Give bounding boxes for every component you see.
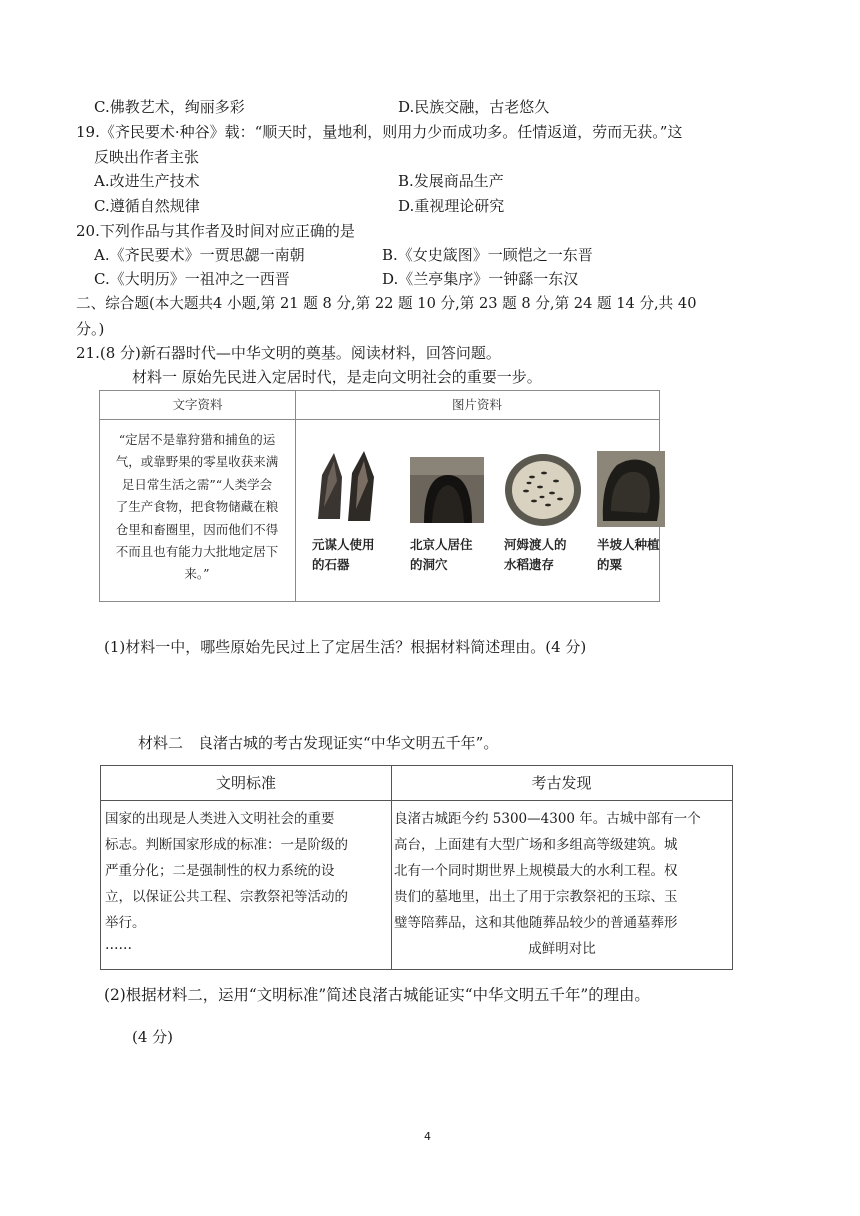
- quote-line: 仓里和畜圈里，因而他们不得: [115, 521, 279, 537]
- caption-line: 半坡人种植: [597, 537, 660, 552]
- millet-image: [597, 451, 665, 527]
- table2-standard-text: [105, 806, 389, 954]
- section2-heading-line2: 分。): [76, 320, 105, 338]
- text-line: 严重分化；二是强制性的权力系统的设: [105, 863, 335, 879]
- q19-stem-line1: 19.《齐民要术·种谷》载：“顺天时，量地利，则用力少而成功多。任情返道，劳而无获。”这: [76, 123, 683, 141]
- q20-option-a: A.《齐民要术》一贾思勰一南朝: [94, 246, 305, 264]
- quote-line: 足日常生活之需”“人类学会: [121, 476, 273, 492]
- picture-peking-man-cave: [410, 457, 484, 572]
- q18-option-c: C.佛教艺术，绚丽多彩: [94, 98, 245, 116]
- caption-line: 的洞穴: [410, 557, 448, 572]
- q21-sub1: (1)材料一中，哪些原始先民过上了定居生活？根据材料简述理由。(4 分): [104, 638, 587, 656]
- q20-stem: 20.下列作品与其作者及时间对应正确的是: [76, 222, 355, 240]
- caption-line: 的粟: [597, 557, 623, 572]
- q21-sub2-score: (4 分): [132, 1028, 174, 1046]
- q19-option-d: D.重视理论研究: [398, 197, 505, 215]
- text-line: 良渚古城距今约 5300—4300 年。古城中部有一个: [394, 811, 701, 827]
- text-line: 成鲜明对比: [528, 941, 596, 957]
- q19-option-c: C.遵循自然规律: [94, 197, 200, 215]
- q20-option-c: C.《大明历》一祖冲之一西晋: [94, 270, 290, 288]
- text-line: 璧等陪葬品，这和其他随葬品较少的普通墓葬形: [394, 915, 678, 931]
- text-line: 举行。: [105, 915, 146, 931]
- quote-line: 来。”: [184, 566, 210, 582]
- picture-banpo-millet: [597, 451, 665, 572]
- material1-title: 材料一 原始先民进入定居时代，是走向文明社会的重要一步。: [132, 368, 542, 386]
- material2-title: 材料二 良渚古城的考古发现证实“中华文明五千年”。: [138, 734, 499, 752]
- table1-header-pictures: 图片资料: [295, 391, 659, 420]
- text-line: 贵们的墓地里，出土了用于宗教祭祀的玉琮、玉: [394, 889, 678, 905]
- q20-option-d: D.《兰亭集序》一钟繇一东汉: [382, 270, 579, 288]
- table1-quote: [104, 429, 290, 586]
- caption-line: 元谋人使用: [312, 537, 375, 552]
- q19-option-a: A.改进生产技术: [94, 172, 200, 190]
- caption-line: 水稻遗存: [504, 557, 555, 572]
- picture-hemudu-rice: [504, 453, 582, 572]
- table2-header-standard: 文明标准: [215, 774, 276, 792]
- text-line: 北有一个同时期世界上规模最大的水利工程。权: [394, 863, 678, 879]
- text-line: 高台，上面建有大型广场和多组高等级建筑。城: [394, 837, 678, 853]
- q21-sub2: (2)根据材料二，运用“文明标准”简述良渚古城能证实“中华文明五千年”的理由。: [104, 986, 650, 1004]
- cave-image: [410, 457, 484, 523]
- material1-table: [99, 390, 660, 602]
- q20-option-b: B.《女史箴图》一顾恺之一东晋: [382, 246, 593, 264]
- table1-header-text: 文字资料: [100, 391, 295, 420]
- q18-option-d: D.民族交融，古老悠久: [398, 98, 550, 116]
- q19-option-b: B.发展商品生产: [398, 172, 504, 190]
- table2-divider: [391, 766, 392, 969]
- rice-remains-image: [504, 453, 582, 527]
- quote-line: 了生产食物，把食物储藏在粮: [115, 499, 279, 515]
- quote-line: 不而且也有能力大批地定居下: [115, 544, 279, 560]
- caption-line: 的石器: [312, 557, 350, 572]
- text-line: 立，以保证公共工程、宗教祭祀等活动的: [105, 889, 348, 905]
- text-line: 标志。判断国家形成的标准：一是阶级的: [105, 837, 348, 853]
- material2-table: [100, 765, 733, 970]
- quote-line: “定居不是靠狩猎和捕鱼的运: [118, 432, 276, 447]
- page-number: 4: [424, 1130, 431, 1143]
- text-line: 国家的出现是人类进入文明社会的重要: [105, 811, 335, 827]
- caption-line: 北京人居住: [410, 537, 473, 552]
- picture-yuanmou-stone-tools: [312, 447, 378, 572]
- q19-stem-line2: 反映出作者主张: [94, 148, 200, 166]
- q21-stem: 21.(8 分)新石器时代—中华文明的奠基。阅读材料，回答问题。: [76, 344, 501, 362]
- section2-heading-line1: 二、综合题(本大题共4 小题,第 21 题 8 分,第 22 题 10 分,第 23 题 8 分,第 24 题 14 分,共 40: [76, 295, 697, 312]
- table2-discovery-text: [394, 806, 730, 962]
- text-line: ……: [105, 937, 132, 953]
- caption-line: 河姆渡人的: [504, 537, 567, 552]
- stone-tools-image: [312, 447, 378, 527]
- quote-line: 气，或靠野果的零星收获来满: [115, 454, 279, 470]
- table1-divider: [295, 391, 296, 601]
- table2-header-rule: [101, 800, 732, 801]
- table2-header-discovery: 考古发现: [531, 774, 592, 792]
